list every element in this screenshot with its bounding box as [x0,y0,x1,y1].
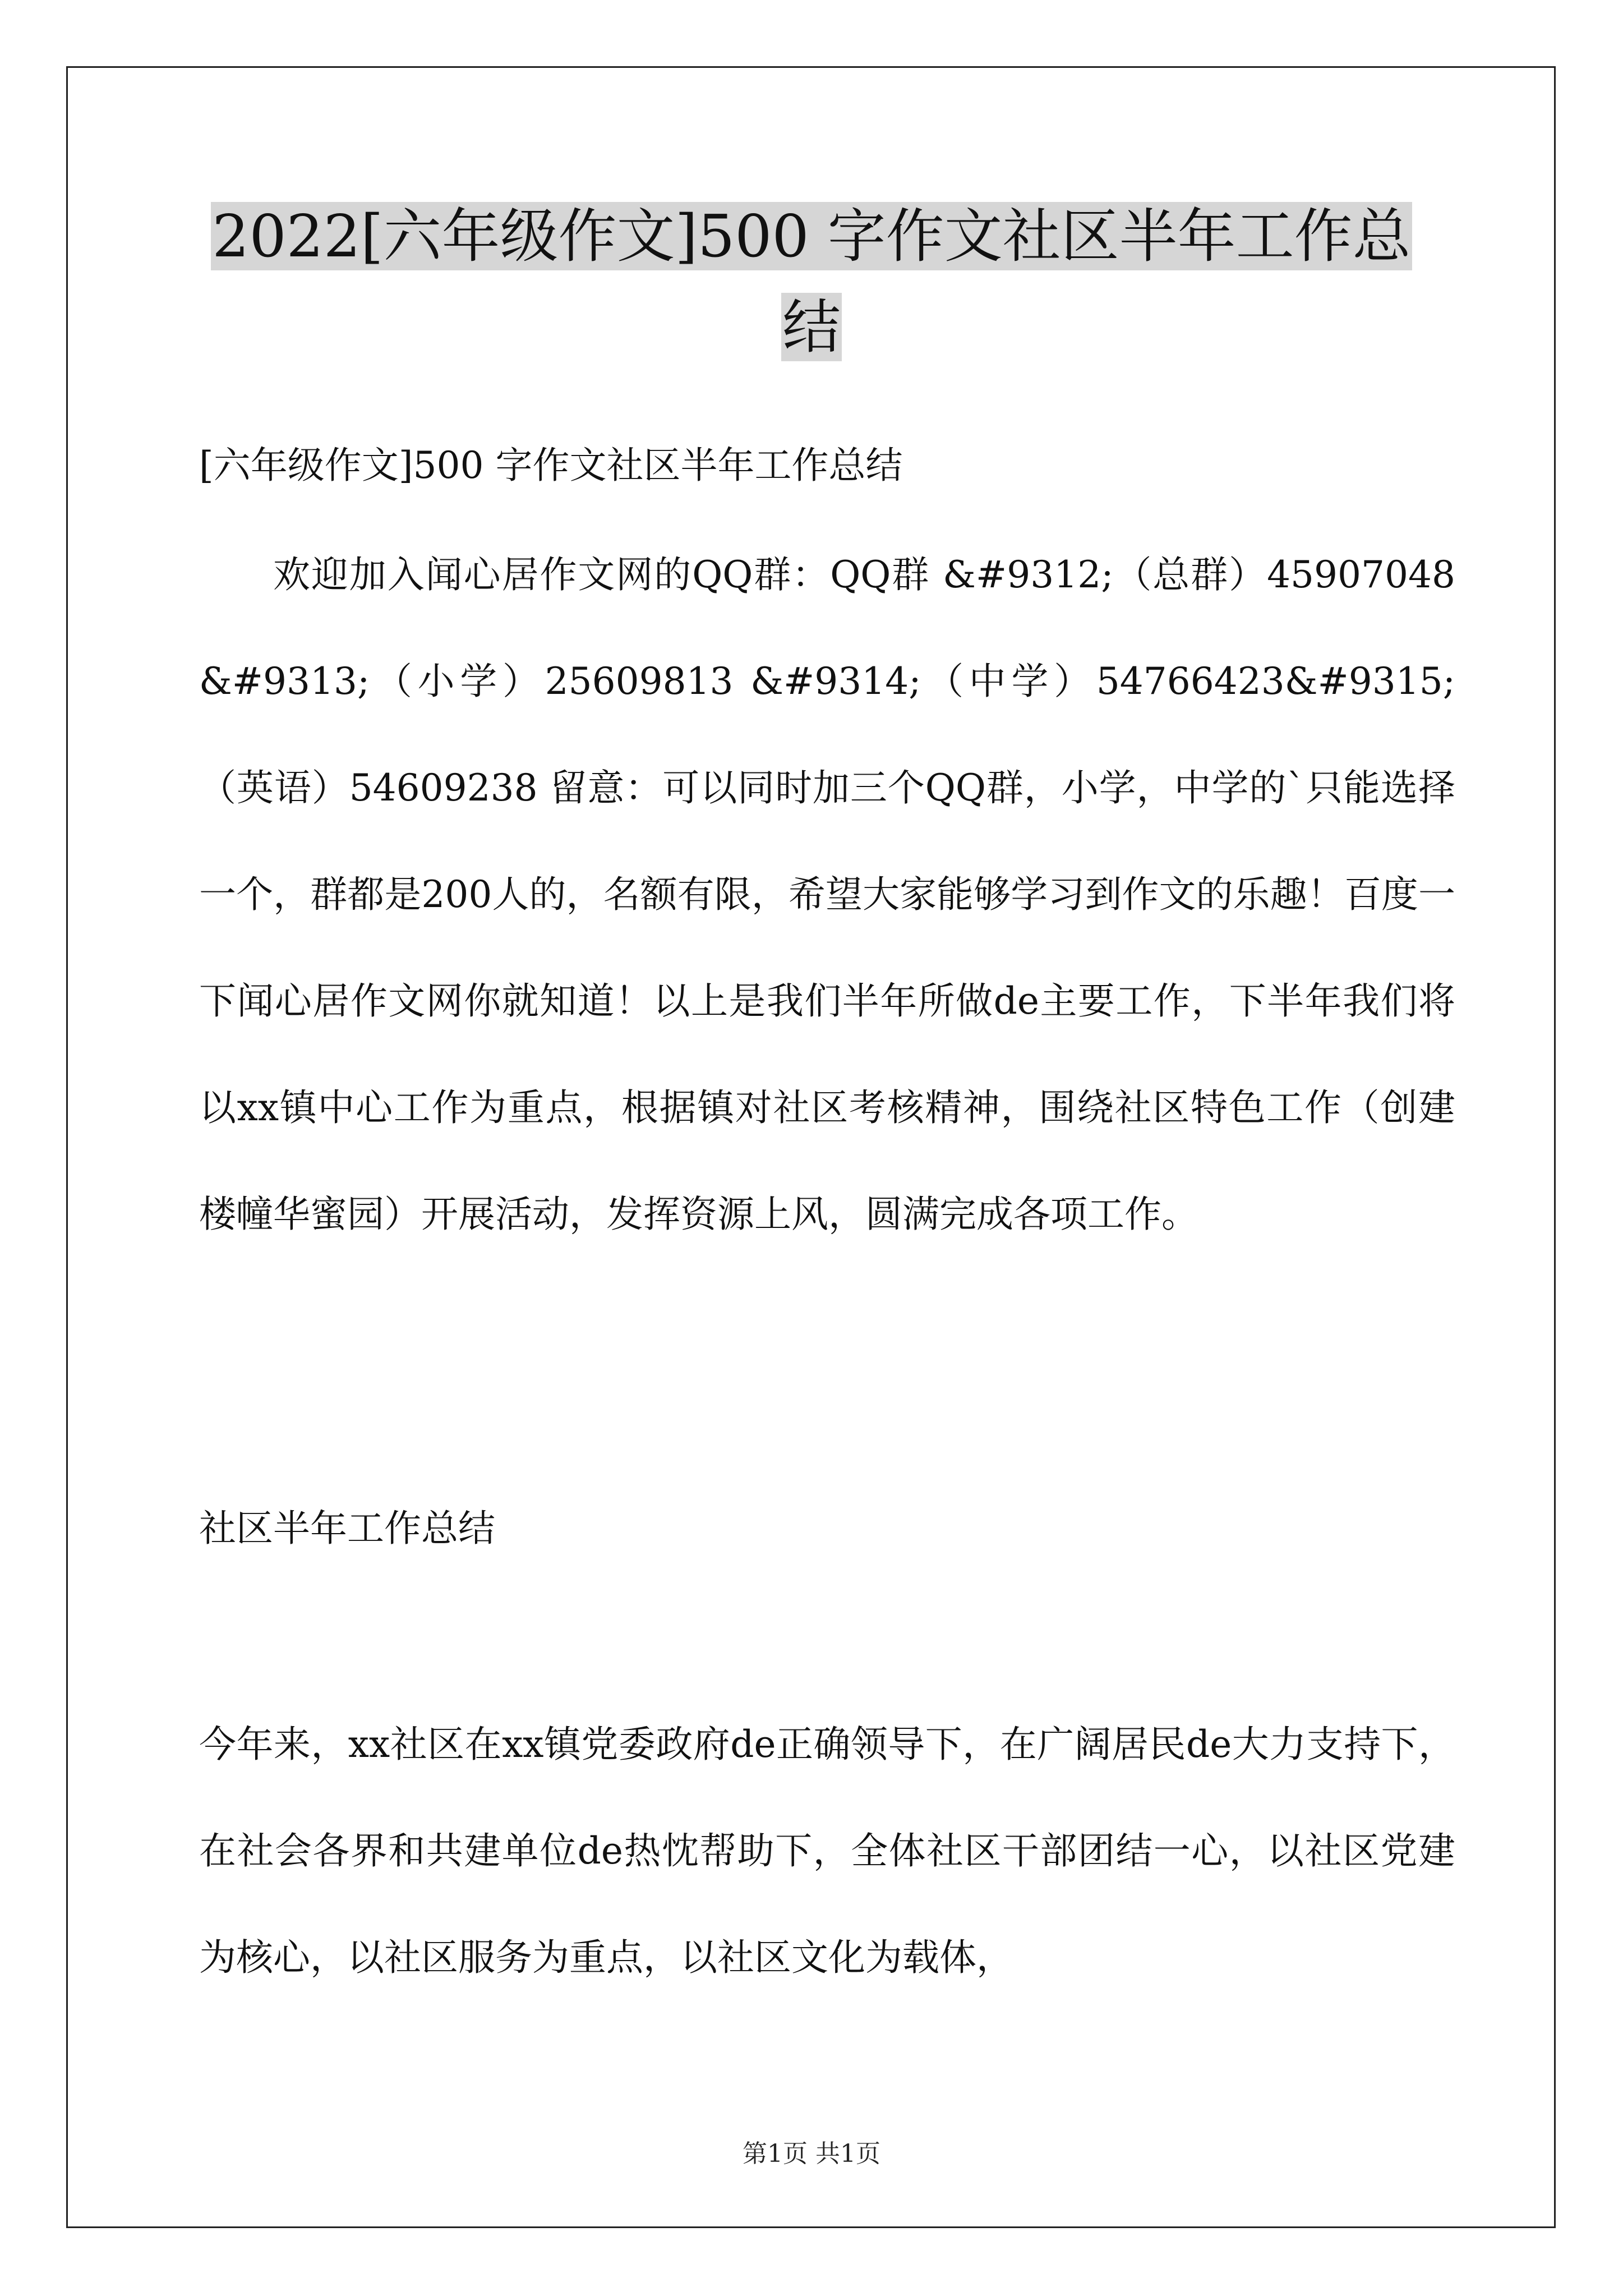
page-footer: 第1页 共1页 [743,2139,880,2168]
subtitle: [六年级作文]500 字作文社区半年工作总结 [199,444,903,487]
title-line-2: 结 [782,293,841,361]
title-line-1: 2022[六年级作文]500 字作文社区半年工作总 [212,202,1411,270]
section-heading: 社区半年工作总结 [199,1507,495,1550]
paragraph-intro: 欢迎加入闻心居作文网的QQ群：QQ群 &#9312;（总群）45907048 &#9313;（小学）25609813 &#9314;（中学）54766423&#9315;（英语）54609238 留意：可以同时加三个QQ群，小学，中学的`只能选择一个，群都是200人的，名额有限，希望大家能够学习到作文的乐趣！百度一下闻心居作文网你就知道！以上是我们半年所做de主要工作，下半年我们将以xx镇中心工作为重点，根据镇对社区考核精神，围绕社区特色工作（创建楼幢华蜜园）开展活动，发挥资源上风，圆满完成各项工作。 [199,553,1455,1236]
document-title [112,191,1511,372]
paragraph-body: 今年来，xx社区在xx镇党委政府de正确领导下，在广阔居民de大力支持下，在社会各界和共建单位de热忱帮助下，全体社区干部团结一心，以社区党建为核心，以社区服务为重点，以社区文化为载体， [199,1723,1455,1979]
